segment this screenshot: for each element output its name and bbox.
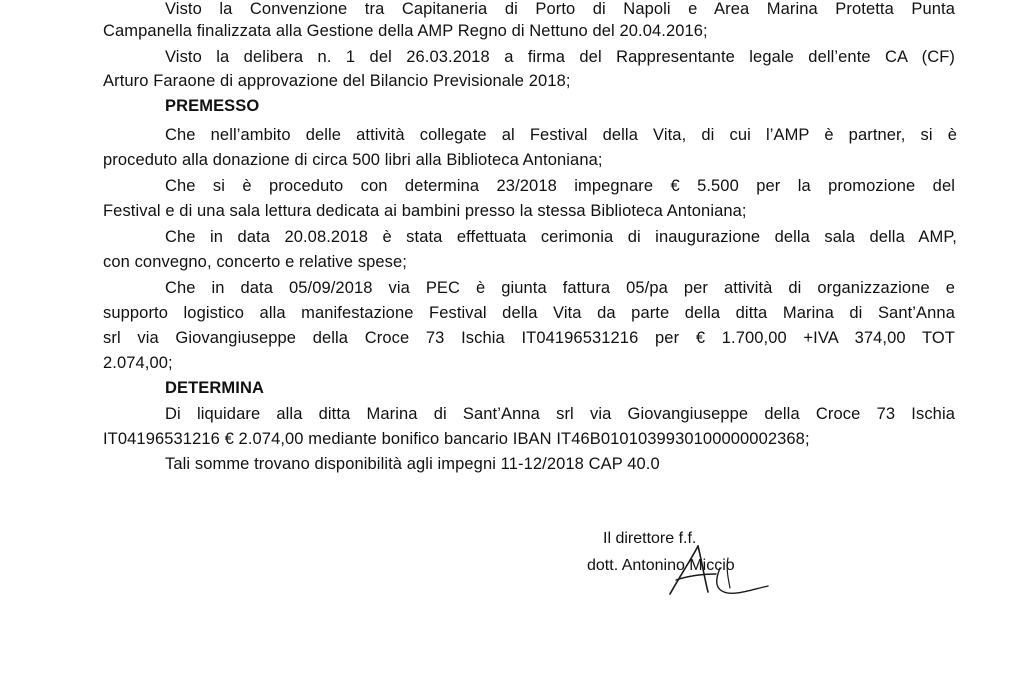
body-line: Che in data 05/09/2018 via PEC è giunta fattura 05/pa per attività di organizzazione e bbox=[165, 279, 955, 297]
section-heading-determina: DETERMINA bbox=[165, 379, 264, 397]
section-heading-premesso: PREMESSO bbox=[165, 97, 260, 115]
signature-name: dott. Antonino Miccio bbox=[587, 557, 735, 574]
handwritten-signature bbox=[658, 538, 808, 598]
body-line: Campanella finalizzata alla Gestione della AMP Regno di Nettuno del 20.04.2016; bbox=[103, 22, 708, 40]
signature-role: Il direttore f.f. bbox=[603, 530, 697, 547]
body-line: srl via Giovangiuseppe della Croce 73 Ischia IT04196531216 per € 1.700,00 +IVA 374,00 TOT bbox=[103, 329, 955, 347]
body-line: Visto la delibera n. 1 del 26.03.2018 a firma del Rappresentante legale dell’ente CA (CF) bbox=[165, 48, 955, 66]
body-line: supporto logistico alla manifestazione Festival della Vita da parte della ditta Marina di Sant’Anna bbox=[103, 304, 955, 322]
body-line: con convegno, concerto e relative spese; bbox=[103, 253, 407, 271]
body-line: Che si è proceduto con determina 23/2018 impegnare € 5.500 per la promozione del bbox=[165, 177, 955, 195]
body-line: Tali somme trovano disponibilità agli impegni 11-12/2018 CAP 40.0 bbox=[165, 455, 660, 473]
body-line: Di liquidare alla ditta Marina di Sant’Anna srl via Giovangiuseppe della Croce 73 Ischia bbox=[165, 405, 955, 423]
body-line: Visto la Convenzione tra Capitaneria di Porto di Napoli e Area Marina Protetta Punta bbox=[165, 0, 955, 18]
body-line: IT04196531216 € 2.074,00 mediante bonifico bancario IBAN IT46B0101039930100000002368; bbox=[103, 430, 810, 448]
body-line: proceduto alla donazione di circa 500 libri alla Biblioteca Antoniana; bbox=[103, 151, 603, 169]
body-line: Arturo Faraone di approvazione del Bilancio Previsionale 2018; bbox=[103, 72, 571, 90]
body-line: Che in data 20.08.2018 è stata effettuata cerimonia di inaugurazione della sala della AMP, bbox=[165, 228, 957, 246]
body-line: 2.074,00; bbox=[103, 354, 173, 372]
body-line: Festival e di una sala lettura dedicata ai bambini presso la stessa Biblioteca Antoniana; bbox=[103, 202, 747, 220]
body-line: Che nell’ambito delle attività collegate al Festival della Vita, di cui l’AMP è partner, si è bbox=[165, 126, 957, 144]
